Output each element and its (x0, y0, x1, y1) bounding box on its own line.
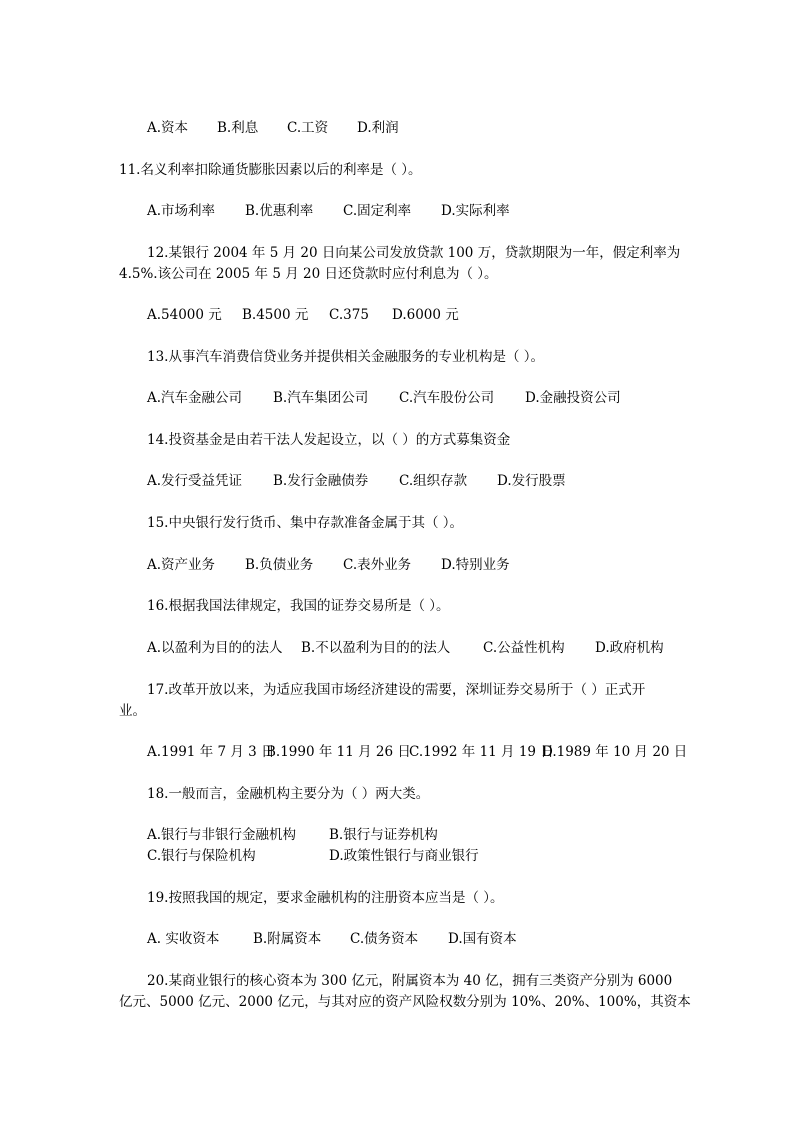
question-18-stem: 18.一般而言，金融机构主要分为（ ）两大类。 (147, 786, 430, 802)
question-20-stem-line-2: 亿元、5000 亿元、2000 亿元，与其对应的资产风险权数分别为 10%、20%、100%，其资本 (119, 994, 691, 1010)
q19-option-b: B.附属资本 (253, 931, 322, 947)
q17-option-a: A.1991 年 7 月 3 日 (147, 744, 275, 760)
q13-option-c: C.汽车股份公司 (399, 390, 495, 406)
q17-option-c: C.1992 年 11 月 19 日 (409, 744, 554, 760)
q19-option-c: C.债务资本 (350, 931, 419, 947)
q10-option-b: B.利息 (217, 120, 259, 136)
q11-option-c: C.固定利率 (343, 203, 412, 219)
q19-option-a: A. 实收资本 (147, 931, 220, 947)
question-11-stem: 11.名义利率扣除通货膨胀因素以后的利率是（ ）。 (119, 162, 422, 178)
question-20-stem-line-1: 20.某商业银行的核心资本为 300 亿元，附属资本为 40 亿，拥有三类资产分别为 6000 (147, 973, 673, 989)
q16-option-d: D.政府机构 (595, 640, 664, 656)
q16-option-a: A.以盈利为目的的法人 (147, 640, 283, 656)
q11-option-d: D.实际利率 (441, 203, 510, 219)
q14-option-b: B.发行金融债券 (273, 473, 369, 489)
q12-option-b: B.4500 元 (242, 307, 309, 323)
q13-option-b: B.汽车集团公司 (273, 390, 369, 406)
q12-option-a: A.54000 元 (147, 307, 222, 323)
q10-option-a: A.资本 (147, 120, 189, 136)
q19-option-d: D.国有资本 (448, 931, 517, 947)
question-13-stem: 13.从事汽车消费信贷业务并提供相关金融服务的专业机构是（ ）。 (147, 349, 545, 365)
q16-option-c: C.公益性机构 (483, 640, 565, 656)
q15-option-d: D.特别业务 (441, 557, 510, 573)
q18-option-c: C.银行与保险机构 (147, 848, 256, 864)
q17-option-b: B.1990 年 11 月 26 日 (266, 744, 411, 760)
question-15-stem: 15.中央银行发行货币、集中存款准备金属于其（ ）。 (147, 515, 464, 531)
q15-option-c: C.表外业务 (343, 557, 412, 573)
question-14-stem: 14.投资基金是由若干法人发起设立，以（ ）的方式募集资金 (147, 432, 511, 448)
q14-option-d: D.发行股票 (497, 473, 566, 489)
q10-option-d: D.利润 (357, 120, 399, 136)
q18-option-d: D.政策性银行与商业银行 (329, 848, 479, 864)
q10-option-c: C.工资 (287, 120, 329, 136)
q12-option-c: C.375 (329, 307, 369, 323)
question-12-stem-line-1: 12.某银行 2004 年 5 月 20 日向某公司发放贷款 100 万，贷款期限为一年，假定利率为 (147, 245, 681, 261)
q13-option-d: D.金融投资公司 (525, 390, 621, 406)
question-17-stem-line-1: 17.改革开放以来，为适应我国市场经济建设的需要，深圳证券交易所于（ ）正式开 (147, 682, 646, 698)
question-12-stem-line-2: 4.5%.该公司在 2005 年 5 月 20 日还贷款时应付利息为（ ）。 (119, 266, 498, 282)
q14-option-a: A.发行受益凭证 (147, 473, 243, 489)
question-16-stem: 16.根据我国法律规定，我国的证券交易所是（ ）。 (147, 598, 450, 614)
q15-option-a: A.资产业务 (147, 557, 216, 573)
q12-option-d: D.6000 元 (392, 307, 459, 323)
q11-option-a: A.市场利率 (147, 203, 216, 219)
q14-option-c: C.组织存款 (399, 473, 468, 489)
q17-option-d: D.1989 年 10 月 20 日 (542, 744, 688, 760)
q13-option-a: A.汽车金融公司 (147, 390, 243, 406)
q15-option-b: B.负债业务 (245, 557, 314, 573)
q16-option-b: B.不以盈利为目的的法人 (301, 640, 451, 656)
q11-option-b: B.优惠利率 (245, 203, 314, 219)
question-19-stem: 19.按照我国的规定，要求金融机构的注册资本应当是（ ）。 (147, 890, 504, 906)
q18-option-a: A.银行与非银行金融机构 (147, 827, 297, 843)
question-17-stem-line-2: 业。 (119, 703, 146, 719)
q18-option-b: B.银行与证券机构 (329, 827, 438, 843)
